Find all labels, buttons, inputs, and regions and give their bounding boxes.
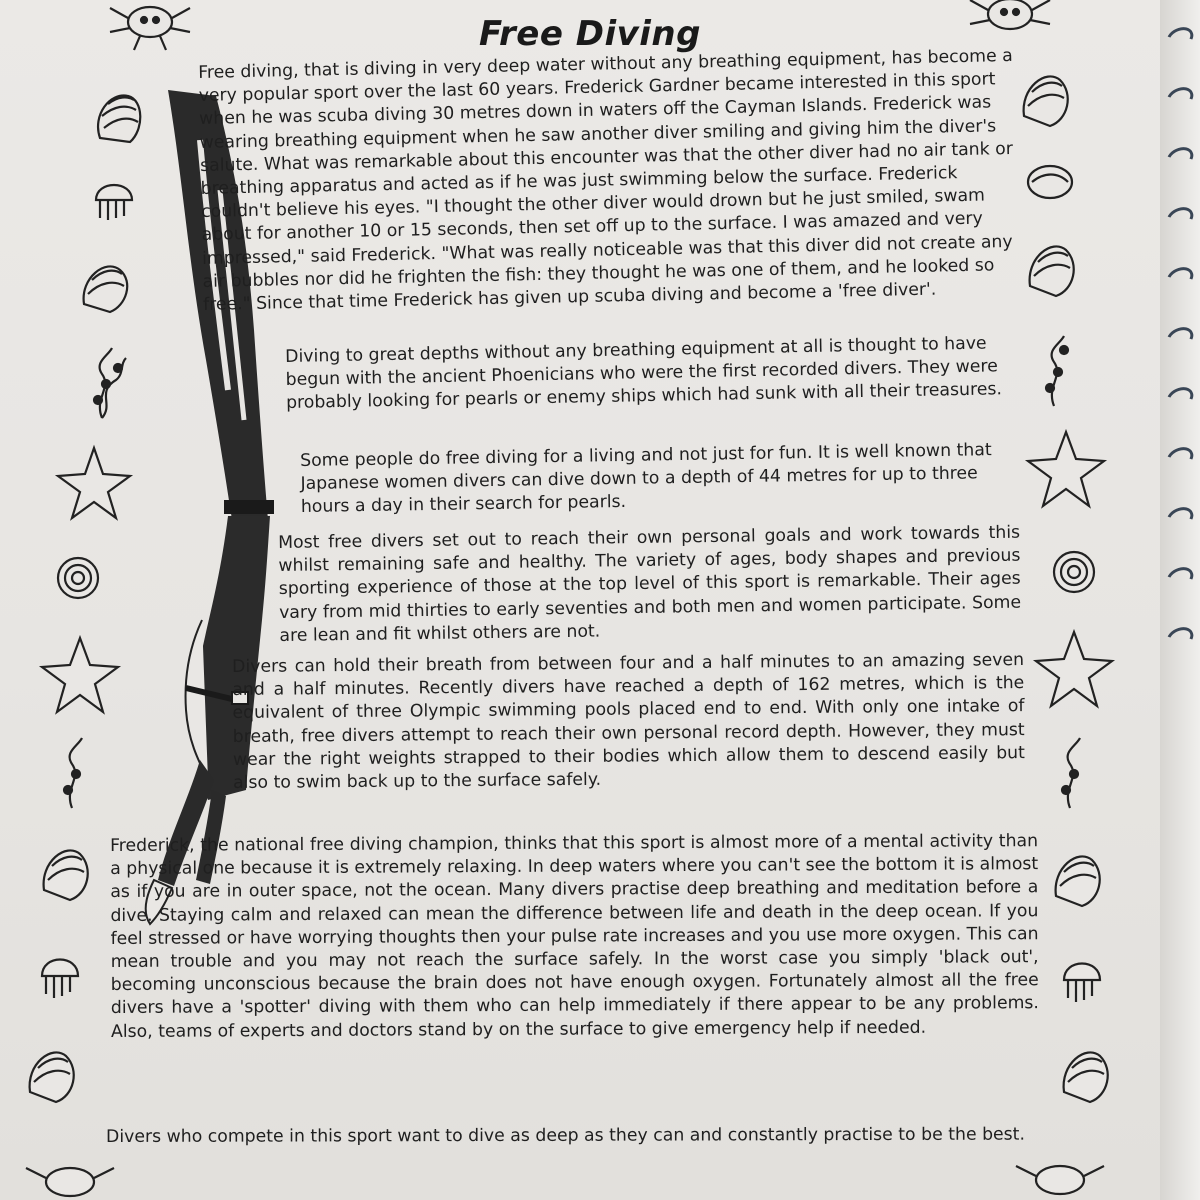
spiral-binding bbox=[1160, 0, 1200, 1200]
shell-icon bbox=[1064, 1052, 1108, 1102]
binding-ring bbox=[1163, 203, 1197, 233]
starfish-icon bbox=[1028, 432, 1104, 506]
jellyfish-icon bbox=[1064, 964, 1100, 1003]
starfish-icon bbox=[42, 638, 118, 712]
paragraph: Free diving, that is diving in very deep water without any breathing equipment, has become a very popular sport over the last 60 years. Frederick Gardner became interested in this sport when he was scuba diving 30 metres down in waters off the Cayman Islands. Frederick was wearing breathing equipment when he saw another diver smiling and giving him the diver's salute. What was remarkable about this encounter was that the other diver had no air tank or breathing apparatus and acted as if he was just swimming below the surface. Frederick couldn't believe his eyes. "I thought the other diver would drown but he just smiled, swam about for another 10 or 15 seconds, then set off up to the surface. I was amazed and very impressed," said Frederick. "What was really noticeable was that this diver did not create any air bubbles nor did he frighten the fish: they thought he was one of them, and he looked so free." Since that time Frederick has given up scuba diving and become a 'free diver'. bbox=[198, 45, 1014, 315]
shell-icon bbox=[84, 266, 128, 312]
paragraph: Most free divers set out to reach their own personal goals and work towards this whilst remaining safe and healthy. The variety of ages, body shapes and previous sporting experience of those at the top level of this sport is remarkable. Their ages vary from mid thirties to early seventies and both men and women participate. Some are lean and fit whilst others are not. bbox=[278, 522, 1022, 646]
binding-ring bbox=[1163, 323, 1197, 353]
binding-ring bbox=[1163, 443, 1197, 473]
starfish-icon bbox=[58, 448, 130, 518]
binding-ring bbox=[1163, 83, 1197, 113]
page-title: Free Diving bbox=[479, 14, 701, 54]
binding-ring bbox=[1163, 383, 1197, 413]
shell-icon bbox=[30, 1052, 74, 1102]
paragraph: Frederick, the national free diving champion, thinks that this sport is almost more of a mental activity than a physical one because it is extremely relaxing. In deep waters where you can't see the bottom it is almost as if you are in outer space, not the ocean. Many divers practise deep breathing and meditation before a dive. Staying calm and relaxed can mean the difference between life and death in the deep ocean. If you feel stressed or have worrying thoughts then your pulse rate increases and you use more oxygen. This can mean trouble and you may not reach the surface safely. In the worst case you simply 'black out', becoming unconscious because the brain does not have enough oxygen. Fortunately almost all the free divers have a 'spotter' diving with them who can help immediately if there appear to be any problems. Also, teams of experts and doctors stand by on the surface to give emergency help if needed. bbox=[110, 831, 1039, 1042]
crab-icon bbox=[1016, 1166, 1104, 1194]
paragraph: Diving to great depths without any breathing equipment at all is thought to have begun with the ancient Phoenicians who were the first recorded divers. They were probably looking for pearls or enemy ships which had sunk with all their treasures. bbox=[285, 333, 1003, 414]
paragraph: Divers who compete in this sport want to dive as deep as they can and constantly practise to be the best. bbox=[106, 1124, 1025, 1147]
paragraph: Divers can hold their breath from between four and a half minutes to an amazing seven and a half minutes. Recently divers have reached a depth of 162 metres, which is the equivalent of three Olympic swimming pools placed end to end. With only one intake of breath, free divers attempt to reach their own personal record depth. However, they must wear the right weights strapped to their bodies which allow them to descend easily but also to swim back up to the surface safely. bbox=[232, 650, 1025, 794]
shell-icon bbox=[1056, 856, 1100, 906]
jellyfish-icon bbox=[96, 185, 132, 220]
binding-ring bbox=[1163, 263, 1197, 293]
binding-ring bbox=[1163, 143, 1197, 173]
shell-icon bbox=[1028, 166, 1072, 198]
seaweed-icon bbox=[1062, 738, 1080, 808]
sand-dollar-icon bbox=[1054, 552, 1094, 592]
shell-icon bbox=[1024, 76, 1068, 126]
shell-icon bbox=[1030, 246, 1074, 296]
starfish-icon bbox=[1036, 632, 1112, 706]
paragraph: Some people do free diving for a living and not just for fun. It is well known that Japanese women divers can dive down to a depth of 44 metres for up to three hours a day in their search for pearls. bbox=[300, 440, 992, 518]
seaweed-icon bbox=[94, 348, 126, 418]
seaweed-icon bbox=[1046, 336, 1068, 406]
shell-icon bbox=[44, 850, 88, 900]
binding-ring bbox=[1163, 623, 1197, 653]
sand-dollar-icon bbox=[58, 558, 98, 598]
binding-ring bbox=[1163, 503, 1197, 533]
jellyfish-icon bbox=[42, 960, 78, 999]
crab-icon bbox=[26, 1168, 114, 1196]
binding-ring bbox=[1163, 563, 1197, 593]
seaweed-icon bbox=[64, 738, 82, 808]
